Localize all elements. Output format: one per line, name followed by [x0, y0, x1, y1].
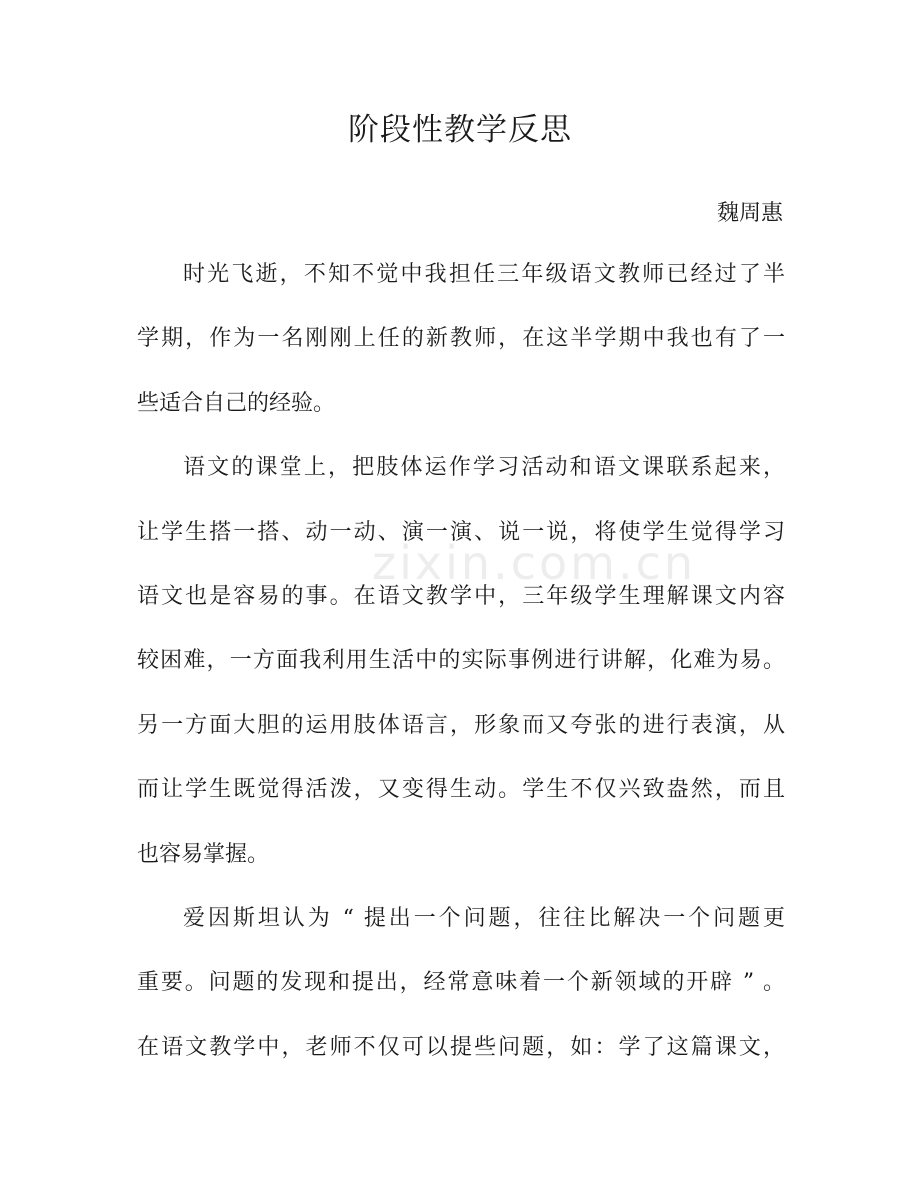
paragraph-line: 在语文教学中，老师不仅可以提些问题，如：学了这篇课文，: [137, 1034, 785, 1060]
paragraph-line: 语文也是容易的事。在语文教学中，三年级学生理解课文内容: [137, 583, 785, 609]
paragraph-line: 语文的课堂上，把肢体运作学习活动和语文课联系起来，: [183, 455, 785, 481]
paragraph-line: 让学生搭一搭、动一动、演一演、说一说，将使学生觉得学习: [137, 519, 785, 545]
paragraph-line: 些适合自己的经验。: [137, 390, 336, 416]
author-name: 魏周惠: [716, 201, 783, 226]
paragraph-line: 时光飞逝，不知不觉中我担任三年级语文教师已经过了半: [183, 262, 785, 287]
paragraph-line: 较困难，一方面我利用生活中的实际事例进行讲解，化难为易。: [137, 648, 785, 674]
paragraph-line: 学期，作为一名刚刚上任的新教师，在这半学期中我也有了一: [137, 326, 785, 352]
paragraph-line: 另一方面大胆的运用肢体语言，形象而又夸张的进行表演，从: [137, 712, 785, 738]
watermark-text: zixin.com.cn: [372, 536, 697, 590]
paragraph-line: 爱因斯坦认为 “ 提出一个问题，往往比解决一个问题更: [183, 905, 785, 931]
document-body: [137, 248, 785, 1085]
document-title: 阶段性教学反思: [348, 112, 572, 148]
paragraph-line: 而让学生既觉得活泼，又变得生动。学生不仅兴致盎然，而且: [137, 777, 785, 803]
paragraph-line: 也容易掌握。: [137, 841, 270, 867]
paragraph-line: 重要。问题的发现和提出，经常意味着一个新领域的开辟 ” 。: [137, 970, 785, 996]
